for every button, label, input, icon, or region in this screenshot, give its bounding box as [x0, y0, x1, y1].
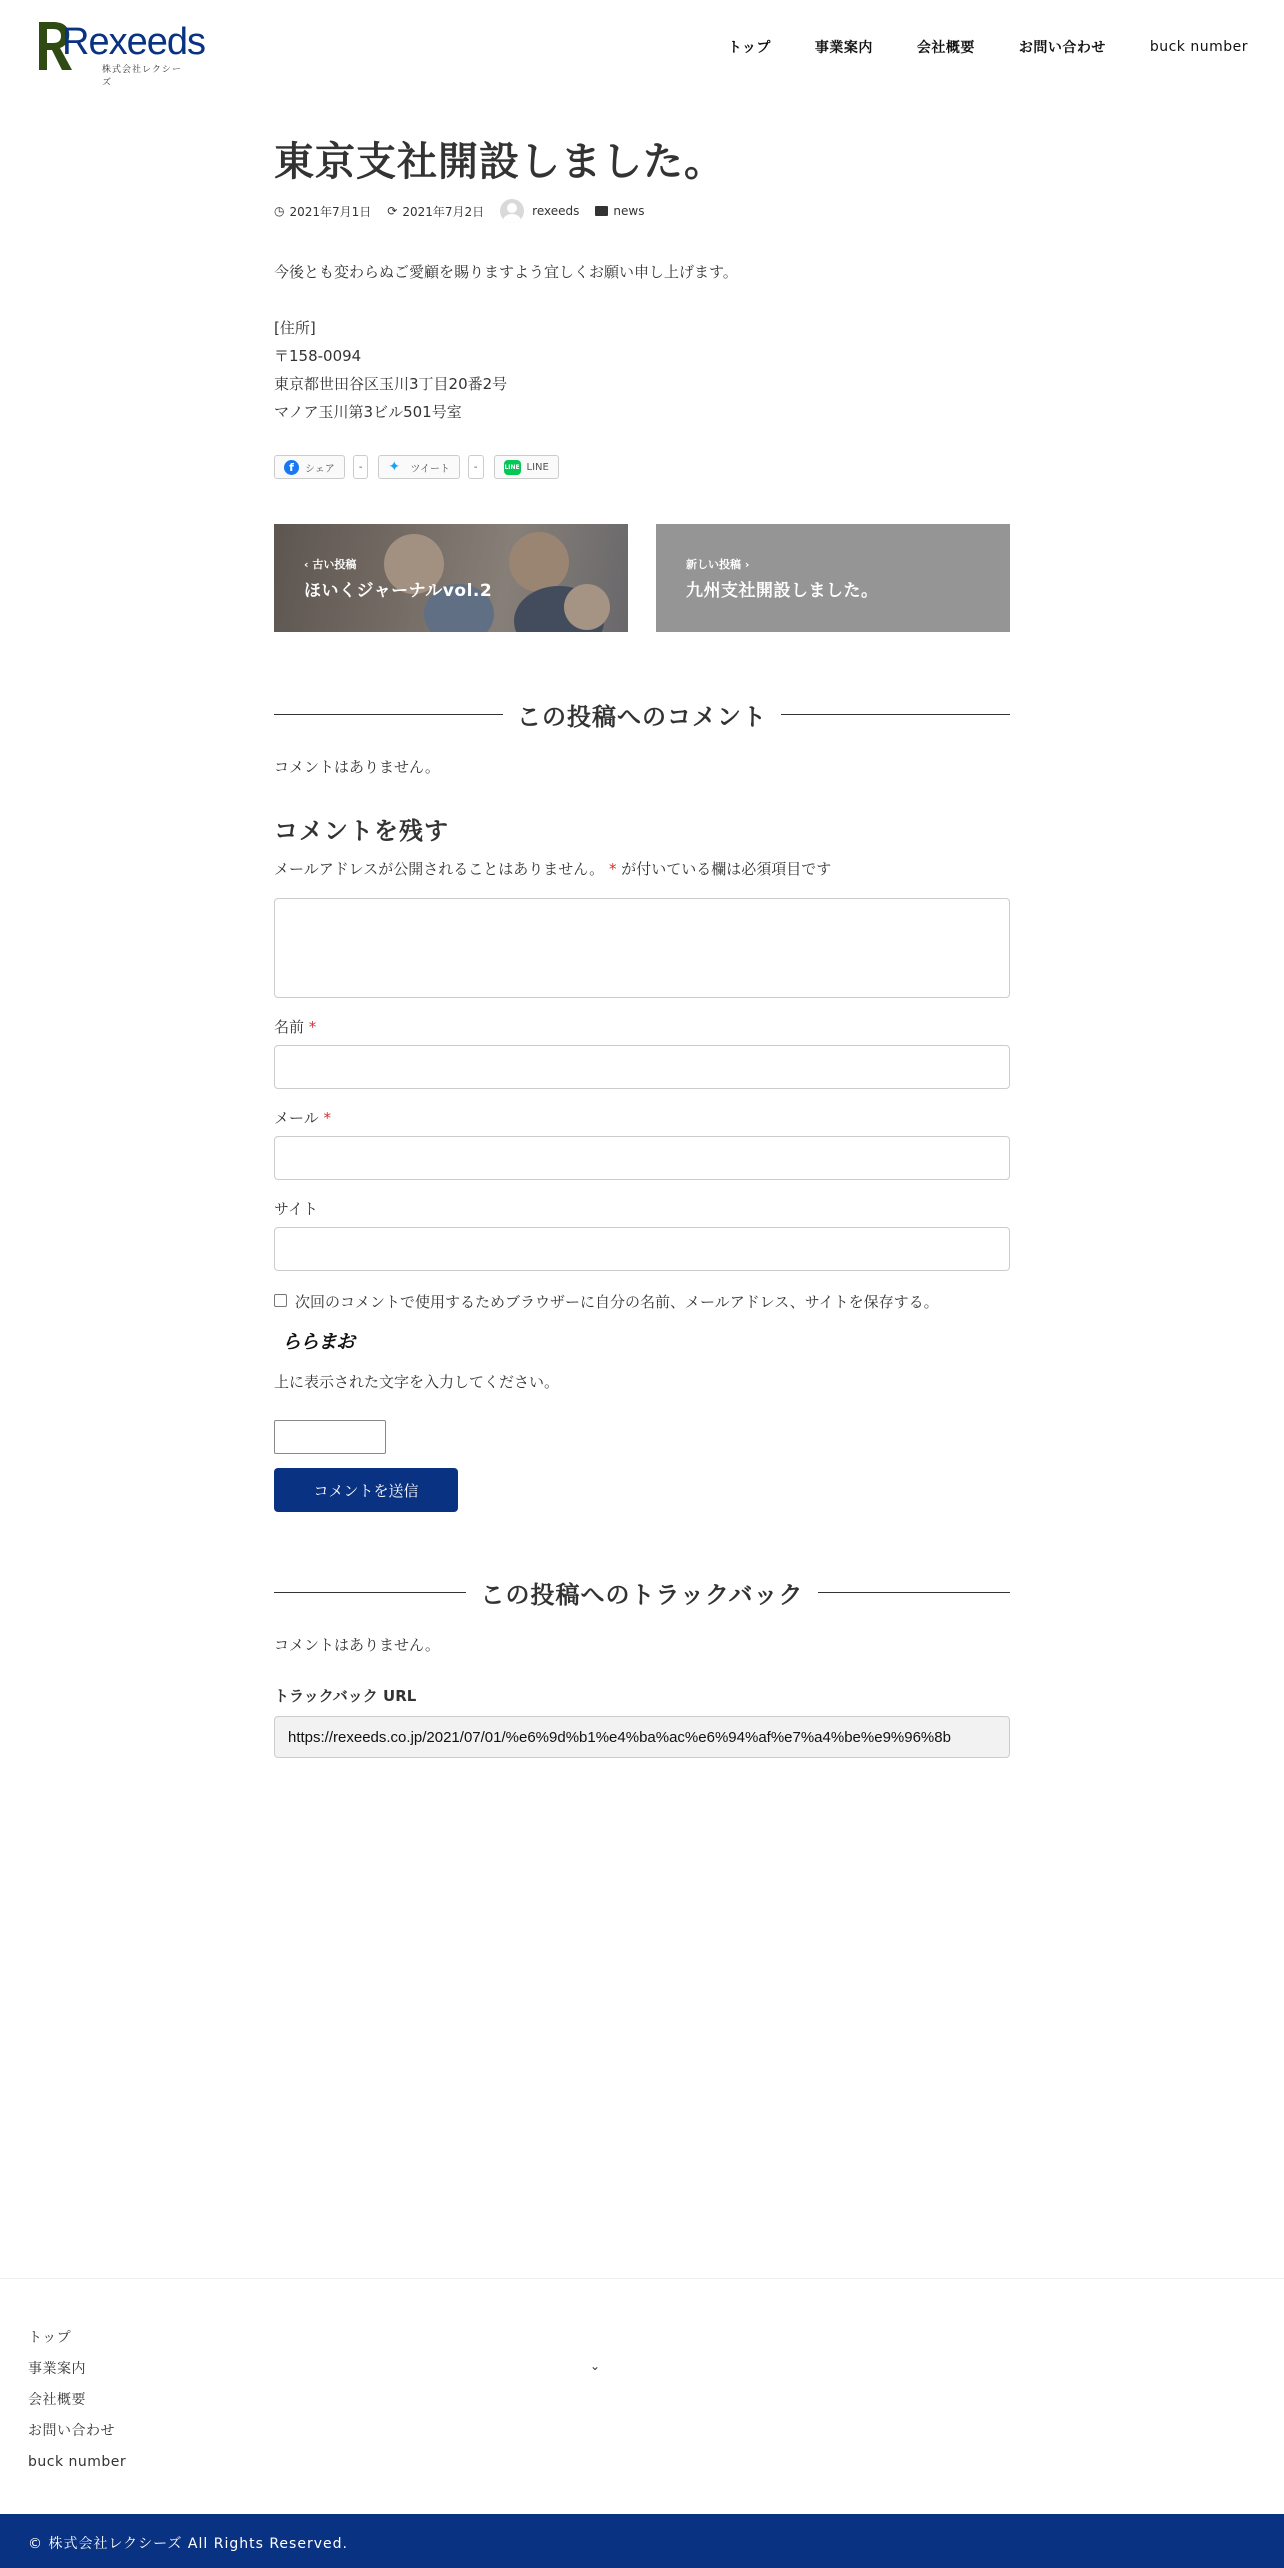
site-label: サイト: [274, 1200, 318, 1218]
updated-date: [387, 203, 484, 220]
category-name[interactable]: news: [613, 204, 645, 218]
heading-rule: [781, 714, 1010, 715]
next-post-title: 九州支社開設しました。: [686, 581, 879, 601]
email-input[interactable]: [274, 1136, 1010, 1180]
next-post-link[interactable]: [656, 524, 1010, 632]
line-share-label: LINE: [526, 461, 549, 473]
post-pager: [274, 524, 1010, 632]
post-author[interactable]: [500, 199, 579, 223]
nav-business[interactable]: 事業案内: [814, 40, 873, 56]
address-line-1: 東京都世田谷区玉川3丁目20番2号: [274, 375, 508, 393]
heading-rule: [274, 714, 503, 715]
previous-post-link[interactable]: [274, 524, 628, 632]
nav-back-number[interactable]: buck number: [1149, 39, 1248, 55]
twitter-bird-icon: ✦: [388, 458, 401, 475]
footer-nav-company[interactable]: 会社概要: [28, 2392, 86, 2408]
cookie-consent-checkbox[interactable]: [274, 1294, 287, 1307]
postal-code: 〒158-0094: [274, 347, 362, 365]
comments-heading: [274, 696, 1010, 732]
line-share-button[interactable]: [494, 455, 559, 479]
footer-nav: [28, 2323, 126, 2478]
folder-icon: [595, 206, 608, 216]
heading-rule: [274, 1592, 466, 1593]
line-icon: LINE: [504, 460, 521, 475]
clock-icon: ◷: [274, 204, 285, 218]
footer-nav-back-number[interactable]: buck number: [28, 2454, 127, 2470]
next-post-label: 新しい投稿 ›: [686, 558, 750, 571]
heading-rule: [818, 1592, 1010, 1593]
post-paragraph: 今後とも変わらぬご愛顧を賜りますよう宜しくお願い申し上げます。: [274, 263, 738, 281]
previous-post-label: ‹ 古い投稿: [304, 558, 357, 571]
author-name[interactable]: rexeeds: [532, 204, 580, 218]
footer-nav-contact[interactable]: お問い合わせ: [28, 2423, 115, 2439]
copyright-text: © 株式会社レクシーズ All Rights Reserved.: [28, 2536, 348, 2552]
share-buttons: [274, 454, 1010, 480]
avatar: [500, 199, 524, 223]
published-date-text: 2021年7月1日: [289, 204, 372, 219]
comment-textarea[interactable]: [274, 898, 1010, 998]
trackback-url-field[interactable]: https://rexeeds.co.jp/2021/07/01/%e6%9d%b1%e4%ba%ac%e6%94%af%e7%a4%be%e9%96%8b: [274, 1716, 1010, 1758]
post-address: [274, 314, 1010, 426]
name-input[interactable]: [274, 1045, 1010, 1089]
facebook-icon: f: [284, 460, 299, 475]
previous-post-title: ほいくジャーナルvol.2: [304, 581, 493, 601]
comment-notes: メールアドレスが公開されることはありません。 * が付いている欄は必須項目です: [274, 860, 832, 878]
address-label: [住所]: [274, 319, 316, 337]
captcha-instruction: 上に表示された文字を入力してください。: [274, 1373, 560, 1391]
updated-date-text: 2021年7月2日: [402, 204, 485, 219]
submit-comment-button[interactable]: コメントを送信: [274, 1468, 458, 1512]
post-body: [274, 258, 1010, 426]
nav-top[interactable]: トップ: [727, 40, 771, 56]
chevron-down-icon[interactable]: ⌄: [590, 2359, 601, 2373]
footer-nav-business[interactable]: 事業案内: [28, 2361, 86, 2377]
no-comments-text: コメントはありません。: [274, 758, 440, 776]
trackback-url-label: トラックバック URL: [274, 1687, 417, 1705]
post-title: 東京支社開設しました。: [274, 139, 725, 185]
captcha-image: ららまお: [282, 1331, 355, 1353]
facebook-share-label: シェア: [305, 463, 335, 475]
nav-contact[interactable]: お問い合わせ: [1018, 40, 1106, 56]
facebook-share-button[interactable]: [274, 455, 345, 479]
cookie-consent: [274, 1289, 1010, 1315]
no-trackbacks-text: コメントはありません。: [274, 1636, 440, 1654]
footer-nav-top[interactable]: トップ: [28, 2330, 72, 2346]
trackback-heading: [274, 1574, 1010, 1610]
site-logo[interactable]: [36, 18, 205, 88]
name-label: 名前 *: [274, 1018, 317, 1036]
copyright-bar: [0, 2514, 1284, 2568]
comments-heading-text: この投稿へのコメント: [517, 702, 767, 731]
reply-title: コメントを残す: [274, 817, 449, 845]
trackback-heading-text: この投稿へのトラックバック: [480, 1580, 804, 1609]
post-category[interactable]: [595, 204, 644, 218]
logo-subtitle: 株式会社レクシーズ: [102, 65, 182, 88]
twitter-share-button[interactable]: [378, 455, 460, 479]
twitter-share-label: ツイート: [410, 463, 450, 475]
post-meta: [274, 198, 1010, 224]
published-date: [274, 203, 371, 220]
site-input[interactable]: [274, 1227, 1010, 1271]
site-header: [0, 0, 1284, 94]
main-content: [274, 136, 1010, 1758]
global-nav: [684, 0, 1248, 94]
facebook-share-count: -: [353, 455, 369, 479]
address-line-2: マノア玉川第3ビル501号室: [274, 403, 462, 421]
captcha-input[interactable]: [274, 1420, 386, 1454]
cookie-consent-text: 次回のコメントで使用するためブラウザーに自分の名前、メールアドレス、サイトを保存する。: [295, 1293, 939, 1311]
twitter-share-count: -: [468, 455, 484, 479]
site-footer: [0, 2278, 1284, 2514]
nav-company[interactable]: 会社概要: [916, 40, 975, 56]
email-label: メール *: [274, 1109, 331, 1127]
refresh-icon: ⟳: [387, 204, 398, 218]
logo-text: Rexeeds: [62, 21, 205, 63]
